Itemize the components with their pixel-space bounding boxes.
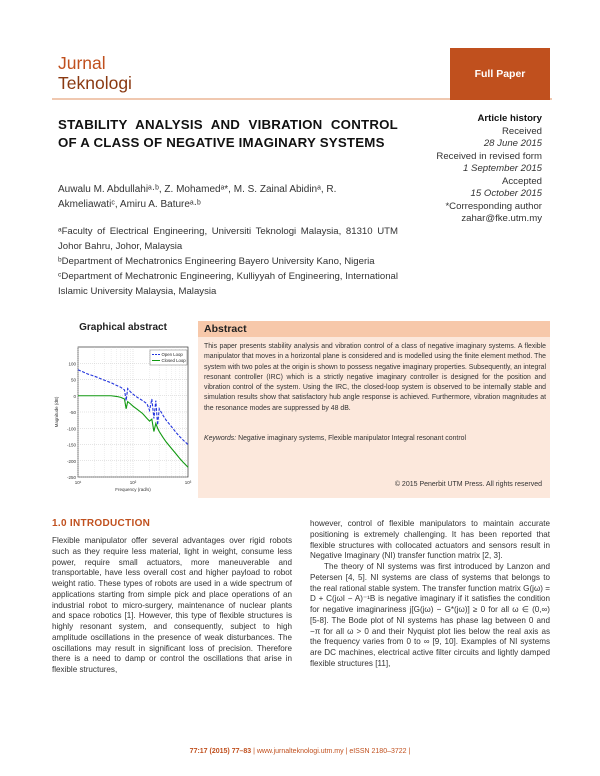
graphical-abstract-heading: Graphical abstract [79, 322, 167, 333]
section-heading [52, 518, 150, 529]
journal-name-line2: Teknologi [58, 73, 132, 93]
section-number: 1.0 [52, 518, 67, 529]
abstract-section [198, 321, 550, 498]
body-column-right [310, 519, 550, 670]
revised-date: 1 September 2015 [463, 163, 542, 174]
author-list: Auwalu M. Abdullahiᵃ·ᵇ, Z. Mohamedᵃ*, M. S. Zainal Abidinᵃ, R. Akmeliawatiᶜ, Amiru A. Batureᵃ·ᵇ [58, 184, 337, 210]
revised-label: Received in revised form [436, 150, 542, 162]
y-tick-label: -100 [66, 426, 76, 432]
corresponding-author-label: *Corresponding author [445, 200, 542, 212]
x-tick-label: 10² [129, 480, 137, 485]
copyright-notice: © 2015 Penerbit UTM Press. All rights reserved [394, 481, 542, 488]
keywords-text: Negative imaginary systems, Flexible manipulator Integral resonant control [238, 435, 466, 442]
y-tick-label: 50 [70, 377, 76, 383]
y-tick-label: -150 [66, 442, 76, 448]
y-tick-label: -200 [66, 458, 76, 464]
x-axis-label: Frequency (rad/s) [115, 487, 151, 492]
affiliation-a: ᵃFaculty of Electrical Engineering, Universiti Teknologi Malaysia, 81310 UTM Johor Bahru, Johor, Malaysia [58, 226, 398, 252]
section-title: INTRODUCTION [69, 518, 151, 529]
abstract-heading: Abstract [198, 321, 550, 337]
y-tick-label: 100 [68, 361, 76, 367]
affiliations [58, 224, 398, 299]
legend-entry: Closed Loop [161, 358, 186, 364]
article-history-heading: Article history [477, 113, 542, 124]
paragraph: however, control of flexible manipulators to maintain accurate positioning is extremely challenging. It has been reported that flexible structures with collocated actuators and sensors result in Negative Imaginary (NI) transfer function matrix [2, 3]. [310, 519, 550, 561]
y-tick-label: -250 [66, 475, 76, 480]
corresponding-author-email[interactable]: zahar@fke.utm.my [461, 213, 542, 224]
accepted-label: Accepted [501, 175, 542, 187]
accepted-date: 15 October 2015 [470, 188, 542, 199]
affiliation-b: ᵇDepartment of Mechatronics Engineering Bayero University Kano, Nigeria [58, 256, 375, 267]
article-history [412, 113, 542, 226]
x-tick-label: 10¹ [74, 480, 82, 485]
y-axis-label: Magnitude (dB) [54, 396, 59, 428]
paragraph: The theory of NI systems was first introduced by Lanzon and Petersen [4, 5]. NI systems are class of systems that belongs to the real rational stable system. The transfer function matrix G(jω) = D + C(jωI − A)⁻¹B is negative imaginary if it satisfies the condition for negative imaginariness j[G(jω) − G*(jω)] ≥ 0 for all ω ∈ (0,∞) [5-8]. The Bode plot of NI systems has phase lag between 0 and −π for all ω > 0 and their Nyquist plot lies below the real axis as the frequency varies from 0 to ∞ [9, 10]. Examples of NI systems are DC machines, electrical active filter circuits and lightly damped flexible structures [11], [310, 562, 550, 668]
keywords-label: Keywords: [204, 435, 237, 442]
body-column-left [52, 536, 292, 676]
legend-entry: Open Loop [161, 352, 183, 358]
full-paper-badge: Full Paper [450, 48, 550, 100]
paragraph: Flexible manipulator offer several advantages over rigid robots such as they require less material, light in weight, consume less power, require small actuators, more maneuverable and transportable, have less overall cost and higher payload to robot weight ratio. These types of robots are used in a wide spectrum of applications starting from simple pick and place operations of an industrial robot to micro-surgery, maintenance of nuclear plants and space robotics [1]. However, this type of flexible structures is highly resonant system, and consequently, subject to high amplitude oscillations in the presence of weak disturbances. The oscillations may result in significant loss of precision. Therefore there is a need to damp or control the oscillations that arise in flexible structures, [52, 536, 292, 674]
affiliation-c: ᶜDepartment of Mechatronic Engineering, Kulliyyah of Engineering, International Islamic University Malaysia, Malaysia [58, 271, 398, 297]
magnitude-bode-chart [52, 345, 194, 493]
y-tick-label: 0 [73, 393, 76, 399]
footer-links: | www.jurnalteknologi.utm.my | eISSN 2180–3722 | [251, 748, 411, 755]
received-label: Received [502, 125, 542, 137]
x-tick-label: 10³ [184, 480, 192, 485]
paper-title: STABILITY ANALYSIS AND VIBRATION CONTROL OF A CLASS OF NEGATIVE IMAGINARY SYSTEMS [58, 117, 398, 150]
keywords [204, 434, 546, 444]
journal-logo [58, 53, 132, 93]
received-date: 28 June 2015 [483, 138, 542, 149]
y-tick-label: -50 [69, 410, 76, 415]
graphical-abstract [52, 321, 194, 493]
journal-name-line1: Jurnal [58, 53, 106, 73]
page-footer [0, 748, 600, 755]
footer-citation: 77:17 (2015) 77–83 [189, 748, 252, 755]
abstract-text: This paper presents stability analysis and vibration control of a class of negative imaginary systems. A flexible manipulator that moves in a horizontal plane is considered and is modelled using the finite element method. The system with two poles at the origin is shown to possess negative imaginary properties. Subsequently, an integral resonant controller (IRC) which is a strictly negative imaginary controller is designed for the position and vibration control of the system. Using the IRC, the closed-loop system is observed to be internally stable and simulation results show that satisfactory hub angle response is achieved. Furthermore, vibration magnitudes at the resonance modes are suppressed by 48 dB. [204, 343, 546, 412]
